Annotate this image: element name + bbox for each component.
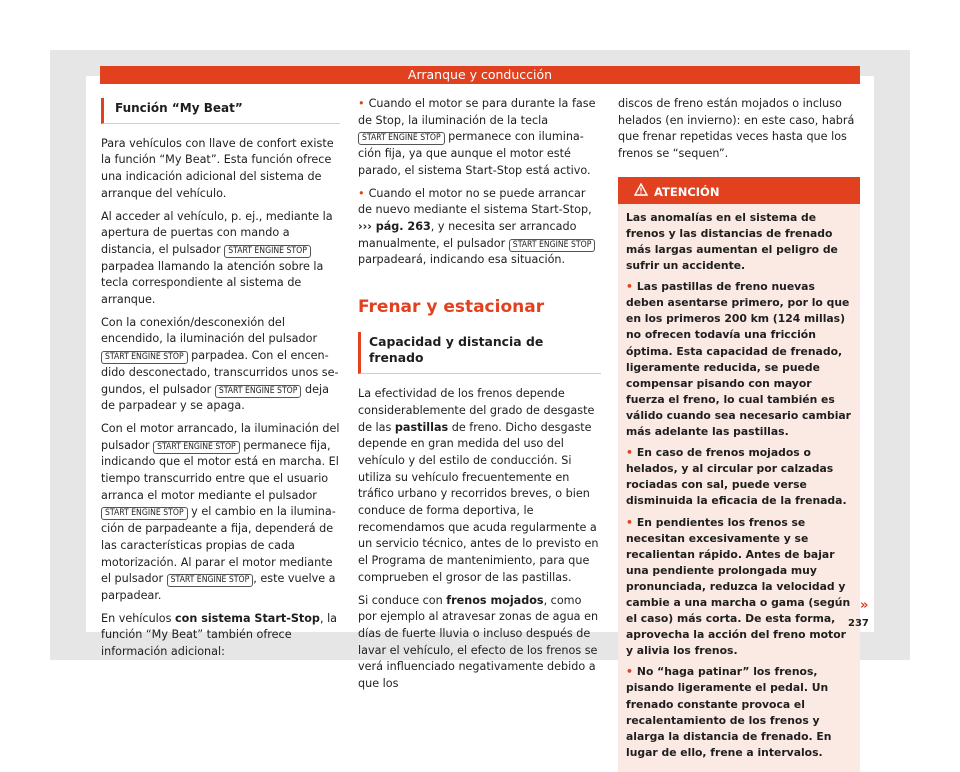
start-engine-stop-key: START ENGINE STOP [224, 245, 311, 258]
start-engine-stop-key: START ENGINE STOP [167, 574, 254, 587]
page-reference-link[interactable]: ››› pág. 263 [358, 219, 431, 233]
warning-box [618, 177, 860, 772]
warning-text: Las anomalías en el sistema de frenos y las distancias de frenado más largas aumentan el peligro de sufrir un accidente. [626, 210, 838, 273]
bullet-icon: • [626, 280, 633, 294]
warning-bullet: • No “haga patinar” los frenos, pisando ligeramente el pedal. Un frenado constante provoca el recalentamiento de los frenos y alarga la distancia de frenado. En lugar de ello, frene a intervalos. [626, 665, 832, 759]
paragraph: Con la conexión/desconexión del encendido, la iluminación del pulsador START ENGINE STOP parpadea. Con el encendido desconectado, transcurridos unos segundos, el pulsador START ENGINE STOP deja de parpadear y se apaga. [101, 315, 339, 413]
bullet-icon: • [626, 515, 633, 529]
paragraph: Para vehículos con llave de confort existe la función “My Beat”. Esta función ofrece una indicación adicional del sistema de arranque del vehículo. [101, 136, 334, 200]
start-engine-stop-key: START ENGINE STOP [509, 239, 596, 252]
paragraph: Con el motor arrancado, la iluminación del pulsador START ENGINE STOP permanece fija, indicando que el motor está en marcha. El tiempo transcurrido entre que el usuario arranca el motor mediante el pulsador START ENGINE STOP y el cambio en la iluminación de parpadeante a fija, dependerá de las características propias de cada motorización. Al parar el motor mediante el pulsador START ENGINE STOP , este vuelve a parpadear. [101, 421, 340, 602]
column-3 [618, 96, 860, 772]
start-engine-stop-key: START ENGINE STOP [101, 351, 188, 364]
bullet-item: • Cuando el motor no se puede arrancar de nuevo mediante el sistema Start-Stop, ››› pág. 263, y necesita ser arrancado manualmente, el pulsador START ENGINE STOP parpadeará, indicando esa situación. [358, 186, 601, 270]
column-1 [101, 90, 340, 667]
warning-bullet: • En pendientes los frenos se necesitan excesivamente y se recalientan rápido. Antes de bajar una pendiente prolongada muy pronunciada, reduzca la velocidad y cambie a una marcha o gama (según el caso) más corta. De esta forma, aprovecha la acción del freno motor y alivia los frenos. [626, 515, 851, 658]
start-engine-stop-key: START ENGINE STOP [215, 385, 302, 398]
section-heading-my-beat: Función “My Beat” [101, 98, 340, 124]
bullet-icon: • [358, 97, 365, 110]
chapter-header: Arranque y conducción [100, 66, 860, 84]
warning-header: ATENCIÓN [618, 180, 860, 204]
paragraph: Si conduce con frenos mojados, como por ejemplo al atravesar zonas de agua en días de fuerte lluvia o incluso después de lavar el vehículo, el efecto de los frenos se verá influenciado negativamente debido a que los [358, 593, 599, 691]
paragraph: Al acceder al vehículo, p. ej., mediante la apertura de puertas con mando a distancia, el pulsador START ENGINE STOP parpadea llamando la atención sobre la tecla correspondiente al sistema de arranque. [101, 209, 333, 307]
bullet-icon: • [626, 665, 633, 679]
bullet-icon: • [626, 446, 633, 460]
start-engine-stop-key: START ENGINE STOP [358, 132, 445, 145]
warning-bullet: • Las pastillas de freno nuevas deben asentarse primero, por lo que en los primeros 200 km (124 millas) no ofrecen todavía una fricción óptima. Esta capacidad de frenado, ligeramente reducida, se puede compensar pisando con mayor fuerza el freno, lo cual también es válido cuando sea necesario cambiar más adelante las pastillas. [626, 280, 852, 439]
start-engine-stop-key: START ENGINE STOP [101, 507, 188, 520]
warning-bullet: • En caso de frenos mojados o helados, y al circular por calzadas rociadas con sal, puede verse disminuida la eficacia de la frenada. [626, 446, 847, 508]
section-title: Frenar y estacionar [358, 297, 545, 318]
continue-arrow-icon: » [860, 598, 869, 613]
page-number: 237 [848, 618, 869, 629]
bullet-item: • Cuando el motor se para durante la fase de Stop, la iluminación de la tecla START ENGINE STOP permanece con iluminación fija, ya que aunque el motor esté parado, el sistema Start-Stop está activo. [358, 97, 596, 177]
bullet-icon: • [358, 186, 365, 200]
warning-triangle-icon [634, 180, 648, 204]
warning-body [618, 204, 860, 772]
paragraph: La efectividad de los frenos depende considerablemente del grado de desgaste de las pastillas de freno. Dicho desgaste depende en gran medida del uso del vehículo y del estilo de conducción. Si utiliza su vehículo frecuentemente en tráfico urbano y recorridos breves, o bien conduce de forma deportiva, le recomendamos que acuda regularmente a un servicio técnico, antes de lo previsto en el Programa de mantenimiento, para que comprueben el grosor de las pastillas. [358, 387, 599, 584]
column-2 [358, 96, 601, 699]
paragraph: discos de freno están mojados o incluso helados (en invierno): en este caso, habrá que frenar repetidas veces hasta que los frenos se “sequen”. [618, 97, 855, 161]
paragraph: En vehículos con sistema Start-Stop, la función “My Beat” también ofrece información adicional: [101, 611, 338, 659]
subsection-heading: Capacidad y distancia de frenado [358, 332, 601, 374]
start-engine-stop-key: START ENGINE STOP [153, 441, 240, 454]
